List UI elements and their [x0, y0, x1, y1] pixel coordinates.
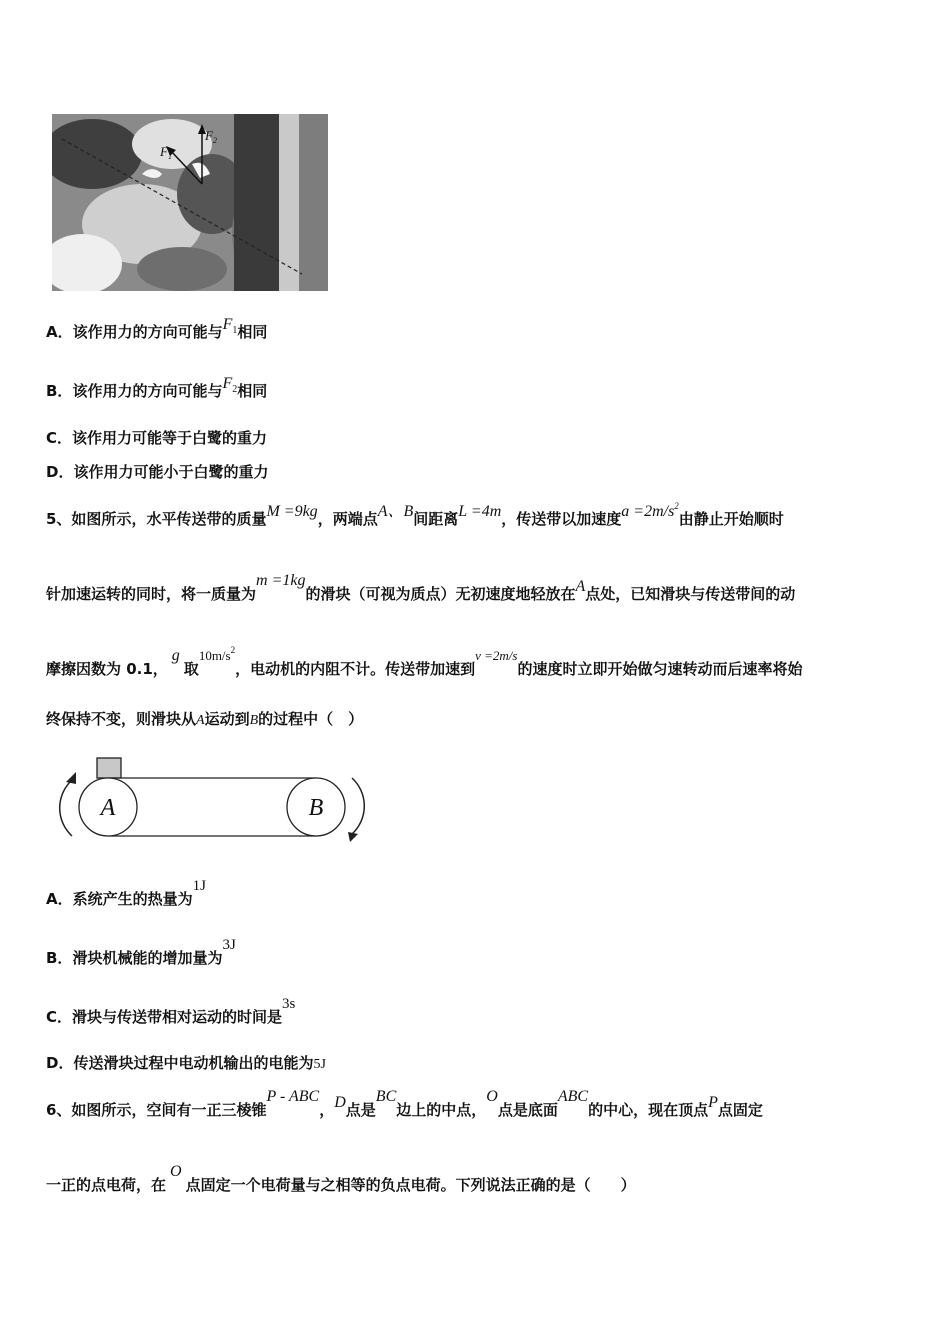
q5-stem-line4: 终保持不变，则滑块从A运动到B的过程中（ ） — [46, 710, 364, 728]
q5-option-a: A．系统产生的热量为1J — [46, 878, 206, 908]
q4-option-d: D．该作用力可能小于白鹭的重力 — [46, 463, 269, 481]
q5-option-b: B．滑块机械能的增加量为3J — [46, 937, 236, 967]
pulley-b-label: B — [308, 795, 324, 821]
slider-block — [97, 758, 121, 778]
q4-option-a: A．该作用力的方向可能与$F_1$相同 — [46, 316, 268, 341]
q5-option-c: C．滑块与传送带相对运动的时间是3s — [46, 996, 296, 1026]
f2-label: $F_2$ — [205, 128, 217, 145]
left-rotation-arrow — [60, 780, 72, 836]
q6-stem-line2: 一正的点电荷，在 O 点固定一个电荷量与之相等的负点电荷。下列说法正确的是（ ） — [46, 1163, 636, 1194]
q5-stem-line2: 针加速运转的同时，将一质量为m =1kg的滑块（可视为质点）无初速度地轻放在A点处，已知滑块与传送带间的动 — [46, 572, 796, 603]
conveyor-belt-diagram — [50, 752, 380, 847]
q6-stem-line1: 6、如图所示，空间有一正三棱锥P - ABC，D点是BC边上的中点，O点是底面ABC的中心，现在顶点P点固定 — [46, 1088, 763, 1119]
egret-photo — [52, 114, 328, 291]
q5-stem-line3: 摩擦因数为 0.1， g 取$10m/s^2$，电动机的内阻不计。传送带加速到v =2m/s的速度时立即开始做匀速转动而后速率将始 — [46, 645, 803, 678]
q4-option-c: C．该作用力可能等于白鹭的重力 — [46, 429, 268, 447]
pulley-a-label: A — [100, 795, 116, 821]
right-rotation-arrow — [352, 778, 364, 834]
q5-option-d: D．传送滑块过程中电动机输出的电能为5J — [46, 1054, 326, 1072]
f1-label: $F_1$ — [160, 144, 172, 161]
q4-option-b: B．该作用力的方向可能与$F_2$相同 — [46, 375, 268, 400]
q5-stem-line1: 5、如图所示，水平传送带的质量M =9kg，两端点A、B间距离L =4m，传送带以加速度$a =2m/s^2$由静止开始顺时 — [46, 501, 784, 528]
